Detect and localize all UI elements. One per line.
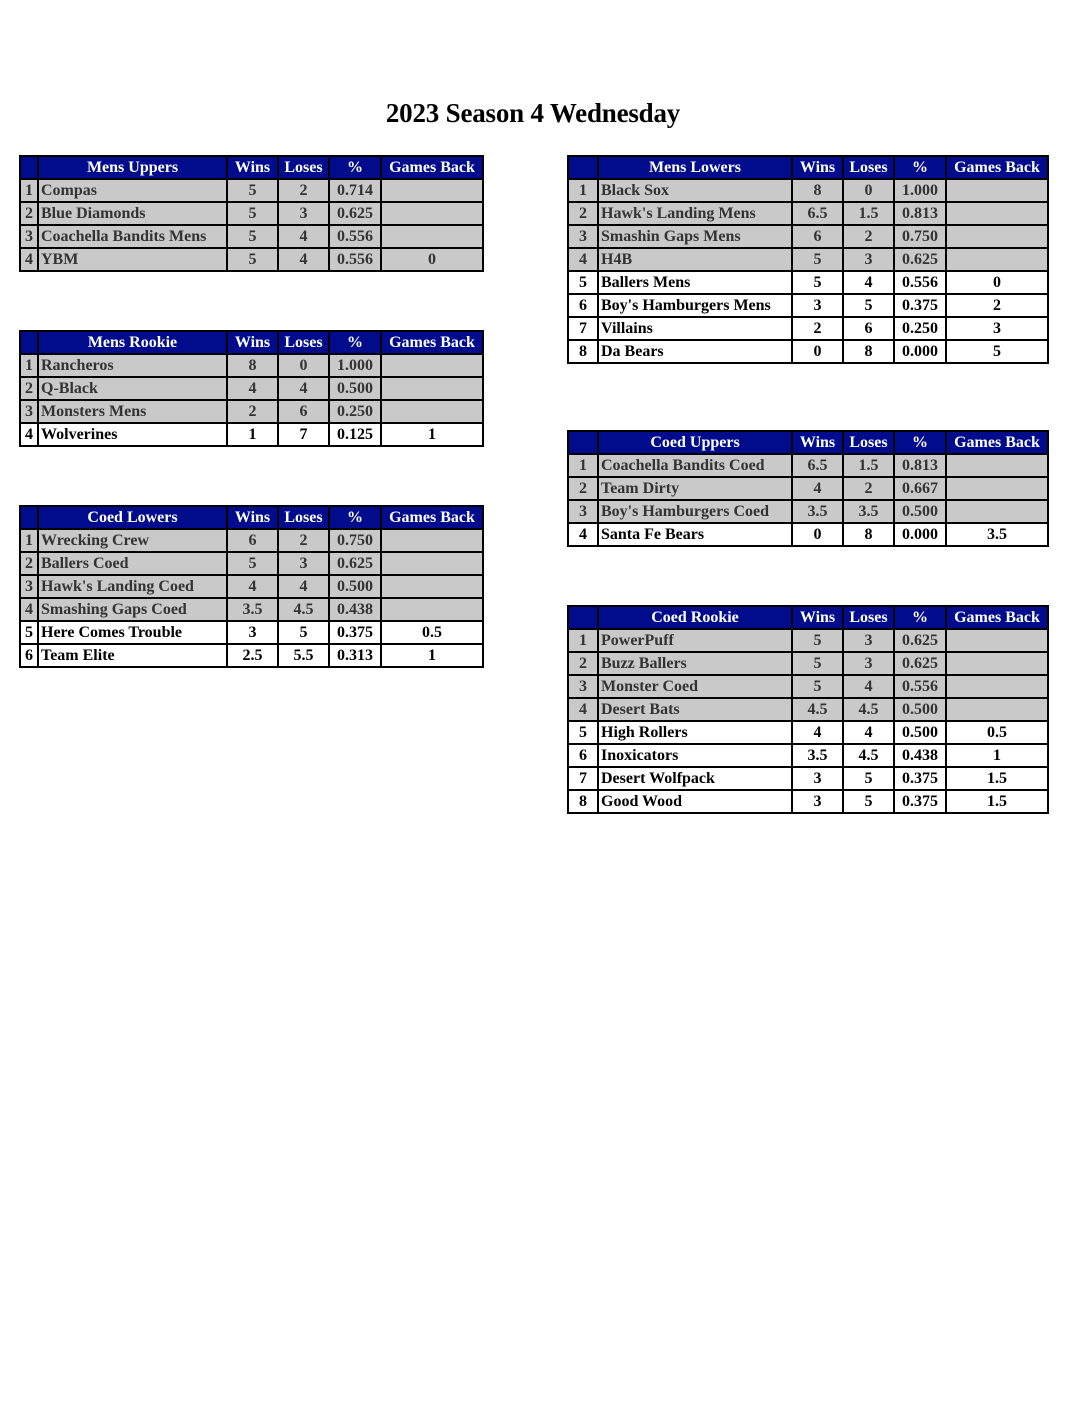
team-name: Smashing Gaps Coed [38, 598, 227, 621]
loses-cell: 5 [278, 621, 329, 644]
rank-cell: 1 [20, 529, 38, 552]
wins-cell: 8 [792, 179, 843, 202]
table-row [568, 454, 1048, 477]
loses-cell: 3 [843, 248, 894, 271]
division-name: Coed Uppers [598, 431, 792, 454]
table-row [20, 575, 483, 598]
wins-cell: 2 [227, 400, 278, 423]
team-name: Santa Fe Bears [598, 523, 792, 546]
table-row [568, 744, 1048, 767]
rank-cell: 3 [20, 225, 38, 248]
games-back-cell [946, 225, 1048, 248]
games-back-cell: 1.5 [946, 767, 1048, 790]
rank-cell: 6 [20, 644, 38, 667]
pct-header: % [894, 606, 946, 629]
rank-cell: 2 [568, 202, 598, 225]
pct-cell: 0.813 [894, 454, 946, 477]
wins-header: Wins [792, 431, 843, 454]
games-back-cell: 0.5 [946, 721, 1048, 744]
games-back-cell: 1.5 [946, 790, 1048, 813]
rank-header [20, 156, 38, 179]
loses-header: Loses [843, 606, 894, 629]
games-back-cell [381, 202, 483, 225]
loses-cell: 2 [278, 529, 329, 552]
rank-cell: 2 [20, 552, 38, 575]
pct-cell: 0.813 [894, 202, 946, 225]
table-row [568, 652, 1048, 675]
pct-cell: 0.625 [894, 652, 946, 675]
team-name: Hawk's Landing Mens [598, 202, 792, 225]
rank-cell: 1 [568, 454, 598, 477]
pct-header: % [329, 156, 381, 179]
games-back-cell [381, 575, 483, 598]
loses-cell: 0 [278, 354, 329, 377]
standings-table-mens-lowers [567, 155, 1049, 364]
table-row [568, 477, 1048, 500]
rank-cell: 4 [568, 698, 598, 721]
team-name: H4B [598, 248, 792, 271]
wins-cell: 6 [227, 529, 278, 552]
loses-header: Loses [278, 506, 329, 529]
team-name: Rancheros [38, 354, 227, 377]
wins-cell: 1 [227, 423, 278, 446]
team-name: Desert Bats [598, 698, 792, 721]
table-row [20, 529, 483, 552]
table-row [20, 400, 483, 423]
team-name: Monsters Mens [38, 400, 227, 423]
games-back-cell [946, 629, 1048, 652]
games-back-cell [946, 454, 1048, 477]
loses-cell: 3 [843, 652, 894, 675]
loses-cell: 7 [278, 423, 329, 446]
rank-header [568, 156, 598, 179]
games-back-cell: 0 [381, 248, 483, 271]
games-back-cell: 1 [381, 423, 483, 446]
table-row [568, 675, 1048, 698]
pct-cell: 0.625 [894, 629, 946, 652]
team-name: Team Dirty [598, 477, 792, 500]
loses-cell: 3.5 [843, 500, 894, 523]
loses-cell: 4 [843, 675, 894, 698]
team-name: Villains [598, 317, 792, 340]
wins-cell: 6.5 [792, 454, 843, 477]
games-back-header: Games Back [381, 156, 483, 179]
games-back-cell [946, 698, 1048, 721]
rank-cell: 4 [20, 598, 38, 621]
table-row [20, 621, 483, 644]
loses-header: Loses [278, 156, 329, 179]
games-back-cell [946, 179, 1048, 202]
wins-cell: 4 [227, 377, 278, 400]
table-row [568, 294, 1048, 317]
rank-header [568, 431, 598, 454]
table-row [568, 202, 1048, 225]
table-row [568, 500, 1048, 523]
team-name: Black Sox [598, 179, 792, 202]
loses-cell: 5.5 [278, 644, 329, 667]
table-row [568, 767, 1048, 790]
division-name: Coed Lowers [38, 506, 227, 529]
team-name: Blue Diamonds [38, 202, 227, 225]
table-row [568, 698, 1048, 721]
wins-cell: 3.5 [792, 744, 843, 767]
team-name: Monster Coed [598, 675, 792, 698]
loses-cell: 6 [843, 317, 894, 340]
pct-cell: 0.625 [329, 552, 381, 575]
wins-cell: 5 [792, 248, 843, 271]
standings-table-mens-rookie [19, 330, 484, 447]
table-row [568, 179, 1048, 202]
games-back-cell [946, 675, 1048, 698]
loses-header: Loses [278, 331, 329, 354]
table-row [20, 179, 483, 202]
wins-cell: 5 [792, 652, 843, 675]
pct-cell: 0.556 [329, 248, 381, 271]
team-name: Compas [38, 179, 227, 202]
wins-header: Wins [792, 606, 843, 629]
table-row [20, 354, 483, 377]
loses-header: Loses [843, 156, 894, 179]
pct-cell: 0.375 [894, 294, 946, 317]
rank-header [568, 606, 598, 629]
wins-header: Wins [227, 506, 278, 529]
team-name: Hawk's Landing Coed [38, 575, 227, 598]
rank-cell: 4 [568, 523, 598, 546]
pct-cell: 0.750 [894, 225, 946, 248]
loses-cell: 4 [843, 271, 894, 294]
pct-cell: 0.500 [329, 575, 381, 598]
loses-cell: 1.5 [843, 202, 894, 225]
wins-cell: 4 [227, 575, 278, 598]
games-back-header: Games Back [946, 606, 1048, 629]
rank-header [20, 331, 38, 354]
division-name: Mens Lowers [598, 156, 792, 179]
wins-cell: 3.5 [792, 500, 843, 523]
wins-header: Wins [227, 331, 278, 354]
games-back-cell [946, 500, 1048, 523]
table-row [568, 271, 1048, 294]
loses-cell: 6 [278, 400, 329, 423]
table-row [568, 629, 1048, 652]
division-name: Mens Rookie [38, 331, 227, 354]
loses-header: Loses [843, 431, 894, 454]
rank-cell: 3 [20, 400, 38, 423]
rank-cell: 5 [568, 271, 598, 294]
pct-cell: 0.125 [329, 423, 381, 446]
table-row [20, 202, 483, 225]
loses-cell: 3 [278, 552, 329, 575]
loses-cell: 4 [278, 377, 329, 400]
loses-cell: 8 [843, 523, 894, 546]
header-row [20, 331, 483, 354]
team-name: Team Elite [38, 644, 227, 667]
wins-cell: 5 [227, 202, 278, 225]
team-name: YBM [38, 248, 227, 271]
table-row [568, 523, 1048, 546]
pct-cell: 0.556 [894, 675, 946, 698]
pct-cell: 0.500 [894, 500, 946, 523]
pct-header: % [329, 506, 381, 529]
games-back-cell: 5 [946, 340, 1048, 363]
wins-cell: 8 [227, 354, 278, 377]
games-back-cell: 3.5 [946, 523, 1048, 546]
games-back-cell: 3 [946, 317, 1048, 340]
wins-cell: 5 [227, 179, 278, 202]
games-back-header: Games Back [381, 331, 483, 354]
rank-cell: 4 [20, 423, 38, 446]
rank-cell: 8 [568, 790, 598, 813]
loses-cell: 4.5 [278, 598, 329, 621]
games-back-cell [381, 598, 483, 621]
rank-cell: 1 [20, 179, 38, 202]
wins-cell: 5 [227, 225, 278, 248]
team-name: Wrecking Crew [38, 529, 227, 552]
rank-cell: 3 [20, 575, 38, 598]
wins-cell: 5 [227, 552, 278, 575]
pct-cell: 0.375 [894, 767, 946, 790]
wins-cell: 3 [227, 621, 278, 644]
table-row [568, 340, 1048, 363]
table-row [20, 225, 483, 248]
wins-header: Wins [227, 156, 278, 179]
loses-cell: 1.5 [843, 454, 894, 477]
page-title: 2023 Season 4 Wednesday [385, 98, 681, 128]
wins-cell: 6 [792, 225, 843, 248]
pct-cell: 0.667 [894, 477, 946, 500]
loses-cell: 2 [843, 225, 894, 248]
table-row [20, 423, 483, 446]
loses-cell: 8 [843, 340, 894, 363]
standings-table-coed-lowers [19, 505, 484, 668]
standings-table-coed-rookie [567, 605, 1049, 814]
pct-cell: 0.250 [329, 400, 381, 423]
games-back-cell: 0 [946, 271, 1048, 294]
team-name: Desert Wolfpack [598, 767, 792, 790]
loses-cell: 4 [278, 575, 329, 598]
pct-cell: 1.000 [329, 354, 381, 377]
team-name: Here Comes Trouble [38, 621, 227, 644]
table-row [20, 377, 483, 400]
pct-cell: 0.000 [894, 523, 946, 546]
games-back-cell: 0.5 [381, 621, 483, 644]
wins-cell: 5 [227, 248, 278, 271]
rank-cell: 7 [568, 317, 598, 340]
rank-cell: 4 [568, 248, 598, 271]
wins-cell: 4.5 [792, 698, 843, 721]
team-name: Buzz Ballers [598, 652, 792, 675]
wins-cell: 4 [792, 721, 843, 744]
loses-cell: 4 [278, 248, 329, 271]
wins-cell: 5 [792, 271, 843, 294]
wins-cell: 2 [792, 317, 843, 340]
team-name: Wolverines [38, 423, 227, 446]
team-name: Inoxicators [598, 744, 792, 767]
table-row [568, 721, 1048, 744]
table-row [20, 644, 483, 667]
pct-cell: 0.250 [894, 317, 946, 340]
rank-cell: 2 [568, 477, 598, 500]
rank-cell: 3 [568, 500, 598, 523]
rank-cell: 3 [568, 225, 598, 248]
table-row [568, 790, 1048, 813]
rank-cell: 1 [568, 629, 598, 652]
loses-cell: 5 [843, 294, 894, 317]
team-name: Coachella Bandits Coed [598, 454, 792, 477]
team-name: Boy's Hamburgers Mens [598, 294, 792, 317]
rank-cell: 8 [568, 340, 598, 363]
table-row [568, 248, 1048, 271]
rank-cell: 2 [20, 377, 38, 400]
rank-cell: 1 [568, 179, 598, 202]
table-row [568, 317, 1048, 340]
team-name: Ballers Mens [598, 271, 792, 294]
wins-cell: 3 [792, 767, 843, 790]
pct-cell: 0.500 [894, 721, 946, 744]
header-row [20, 506, 483, 529]
wins-cell: 3.5 [227, 598, 278, 621]
games-back-cell [381, 400, 483, 423]
team-name: Smashin Gaps Mens [598, 225, 792, 248]
pct-cell: 0.375 [894, 790, 946, 813]
games-back-header: Games Back [946, 156, 1048, 179]
pct-cell: 1.000 [894, 179, 946, 202]
games-back-cell [946, 202, 1048, 225]
pct-header: % [894, 156, 946, 179]
loses-cell: 4.5 [843, 744, 894, 767]
team-name: High Rollers [598, 721, 792, 744]
loses-cell: 3 [843, 629, 894, 652]
games-back-cell [381, 354, 483, 377]
wins-cell: 6.5 [792, 202, 843, 225]
games-back-cell [381, 552, 483, 575]
wins-cell: 5 [792, 629, 843, 652]
division-name: Mens Uppers [38, 156, 227, 179]
standings-table-coed-uppers [567, 430, 1049, 547]
wins-cell: 3 [792, 294, 843, 317]
loses-cell: 4 [843, 721, 894, 744]
header-row [568, 606, 1048, 629]
wins-cell: 3 [792, 790, 843, 813]
wins-cell: 0 [792, 523, 843, 546]
rank-cell: 4 [20, 248, 38, 271]
games-back-cell [381, 179, 483, 202]
loses-cell: 5 [843, 790, 894, 813]
games-back-header: Games Back [381, 506, 483, 529]
rank-cell: 5 [20, 621, 38, 644]
pct-cell: 0.714 [329, 179, 381, 202]
games-back-cell [946, 248, 1048, 271]
pct-cell: 0.000 [894, 340, 946, 363]
loses-cell: 0 [843, 179, 894, 202]
games-back-header: Games Back [946, 431, 1048, 454]
games-back-cell: 1 [381, 644, 483, 667]
rank-cell: 1 [20, 354, 38, 377]
pct-cell: 0.625 [329, 202, 381, 225]
wins-cell: 0 [792, 340, 843, 363]
rank-cell: 5 [568, 721, 598, 744]
loses-cell: 2 [843, 477, 894, 500]
wins-cell: 5 [792, 675, 843, 698]
pct-cell: 0.438 [329, 598, 381, 621]
header-row [20, 156, 483, 179]
pct-cell: 0.750 [329, 529, 381, 552]
table-row [20, 248, 483, 271]
rank-cell: 2 [568, 652, 598, 675]
pct-cell: 0.313 [329, 644, 381, 667]
loses-cell: 5 [843, 767, 894, 790]
loses-cell: 2 [278, 179, 329, 202]
loses-cell: 3 [278, 202, 329, 225]
pct-header: % [894, 431, 946, 454]
pct-cell: 0.556 [894, 271, 946, 294]
wins-header: Wins [792, 156, 843, 179]
rank-cell: 6 [568, 294, 598, 317]
pct-header: % [329, 331, 381, 354]
pct-cell: 0.438 [894, 744, 946, 767]
pct-cell: 0.500 [329, 377, 381, 400]
pct-cell: 0.375 [329, 621, 381, 644]
standings-table-mens-uppers [19, 155, 484, 272]
rank-cell: 2 [20, 202, 38, 225]
division-name: Coed Rookie [598, 606, 792, 629]
table-row [20, 552, 483, 575]
table-row [20, 598, 483, 621]
team-name: Good Wood [598, 790, 792, 813]
pct-cell: 0.625 [894, 248, 946, 271]
loses-cell: 4.5 [843, 698, 894, 721]
team-name: Q-Black [38, 377, 227, 400]
rank-cell: 6 [568, 744, 598, 767]
games-back-cell [946, 477, 1048, 500]
team-name: Boy's Hamburgers Coed [598, 500, 792, 523]
games-back-cell: 2 [946, 294, 1048, 317]
loses-cell: 4 [278, 225, 329, 248]
rank-cell: 3 [568, 675, 598, 698]
wins-cell: 4 [792, 477, 843, 500]
pct-cell: 0.556 [329, 225, 381, 248]
games-back-cell [381, 377, 483, 400]
rank-cell: 7 [568, 767, 598, 790]
games-back-cell [381, 225, 483, 248]
header-row [568, 431, 1048, 454]
games-back-cell [946, 652, 1048, 675]
team-name: Ballers Coed [38, 552, 227, 575]
pct-cell: 0.500 [894, 698, 946, 721]
header-row [568, 156, 1048, 179]
games-back-cell [381, 529, 483, 552]
wins-cell: 2.5 [227, 644, 278, 667]
rank-header [20, 506, 38, 529]
table-row [568, 225, 1048, 248]
team-name: Da Bears [598, 340, 792, 363]
games-back-cell: 1 [946, 744, 1048, 767]
team-name: Coachella Bandits Mens [38, 225, 227, 248]
team-name: PowerPuff [598, 629, 792, 652]
